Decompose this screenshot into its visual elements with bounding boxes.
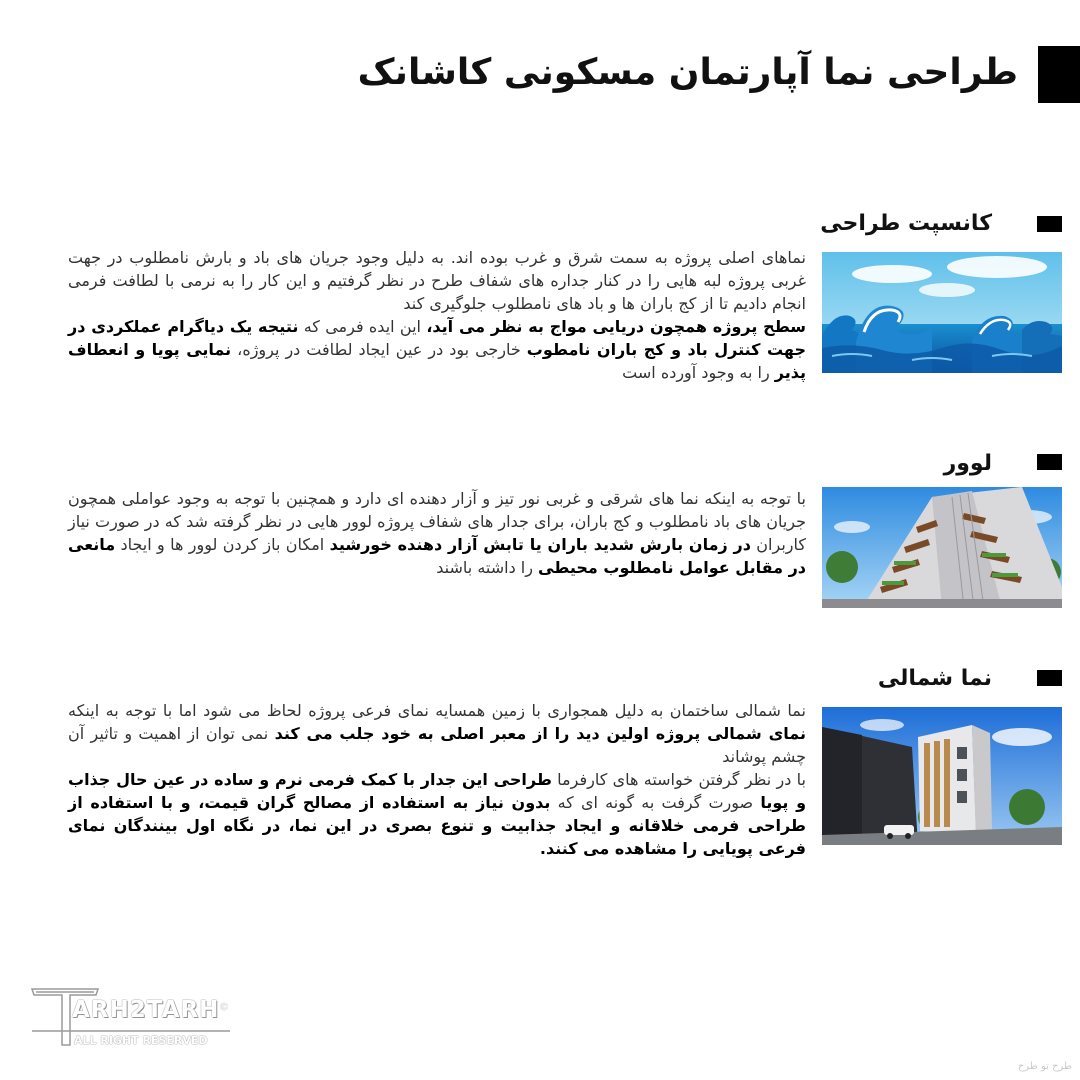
section-marker-louver (1037, 454, 1062, 470)
concept-paragraph-1: نماهای اصلی پروژه به سمت شرق و غرب بوده اند. به دلیل وجود جریان های باد و بارش نامطلوب در جهت غربی پروژه لبه هایی را در کنار جداره های شفاف طرح در نظر گرفتیم و این کار را به نرمی با لطافت فرمی انجام دادیم تا از کج باران ها و باد های نامطلوب جلوگیری کند (68, 248, 806, 313)
section-heading-concept: کانسپت طراحی (820, 211, 992, 236)
brand-logo (30, 985, 235, 1053)
watermark-text: طرح تو طرح (1017, 1061, 1072, 1072)
section-text-north-facade (68, 699, 806, 860)
brand-logo-name: ARH2TARH (72, 997, 220, 1023)
section-marker-concept (1037, 216, 1062, 232)
concept-paragraph-2: سطح پروژه همچون دریایی مواج به نظر می آید، این ایده فرمی که نتیجه یک دیاگرام عملکردی در جهت کنترل باد و کج باران نامطوب خارجی بود در عین ایجاد لطافت در پروژه، نمایی پویا و انعطاف پذیر را به وجود آورده است (68, 317, 807, 382)
copyright-symbol: © (219, 1002, 229, 1013)
section-heading-north-facade: نما شمالی (877, 666, 992, 691)
section-text-concept (68, 246, 806, 384)
ocean-waves-image (822, 252, 1062, 373)
page-title: طراحی نما آپارتمان مسکونی کاشانک (357, 52, 1018, 93)
north-facade-image (822, 707, 1062, 845)
brand-logo-tagline: ALL RIGHT RESERVED (74, 1034, 208, 1047)
louver-paragraph-1: با توجه به اینکه نما های شرقی و غربی نور تیز و آزار دهنده ای دارد و همچنین با توجه به وجود عواملی همچون جریان های باد نامطلوب و کج باران، برای جدار های شفاف پروژه لوور هایی در نظر گرفته شد که در صورت نیاز کاربران در زمان بارش شدید باران یا تابش آزار دهنده خورشید امکان باز کردن لوور ها و ایجاد مانعی در مقابل عوامل نامطلوب محیطی را داشته باشند (68, 489, 806, 577)
title-accent-bar (1038, 46, 1080, 103)
north-paragraph-1: نما شمالی ساختمان به دلیل همجواری با زمین همسایه نمای فرعی پروژه لحاظ می شود اما با توجه به اینکه نمای شمالی پروژه اولین دید را از معبر اصلی به خود جلب می کند نمی توان از اهمیت و تاثیر آن چشم پوشاند (68, 701, 806, 766)
section-marker-north-facade (1037, 670, 1062, 686)
section-heading-louver: لوور (943, 451, 992, 476)
section-text-louver (68, 487, 806, 579)
north-paragraph-2: با در نظر گرفتن خواسته های کارفرما طراحی این جدار با کمک فرمی نرم و ساده در عین حال جذاب و پویا صورت گرفت به گونه ای که بدون نیاز به استفاده از مصالح گران قیمت، و با استفاده از طراحی فرمی خلاقانه و ایجاد جذابیت و تنوع بصری در این نما، در نگاه اول بینندگان نمای فرعی پویایی را مشاهده می کنند. (68, 770, 807, 858)
louver-facade-image (822, 487, 1062, 608)
